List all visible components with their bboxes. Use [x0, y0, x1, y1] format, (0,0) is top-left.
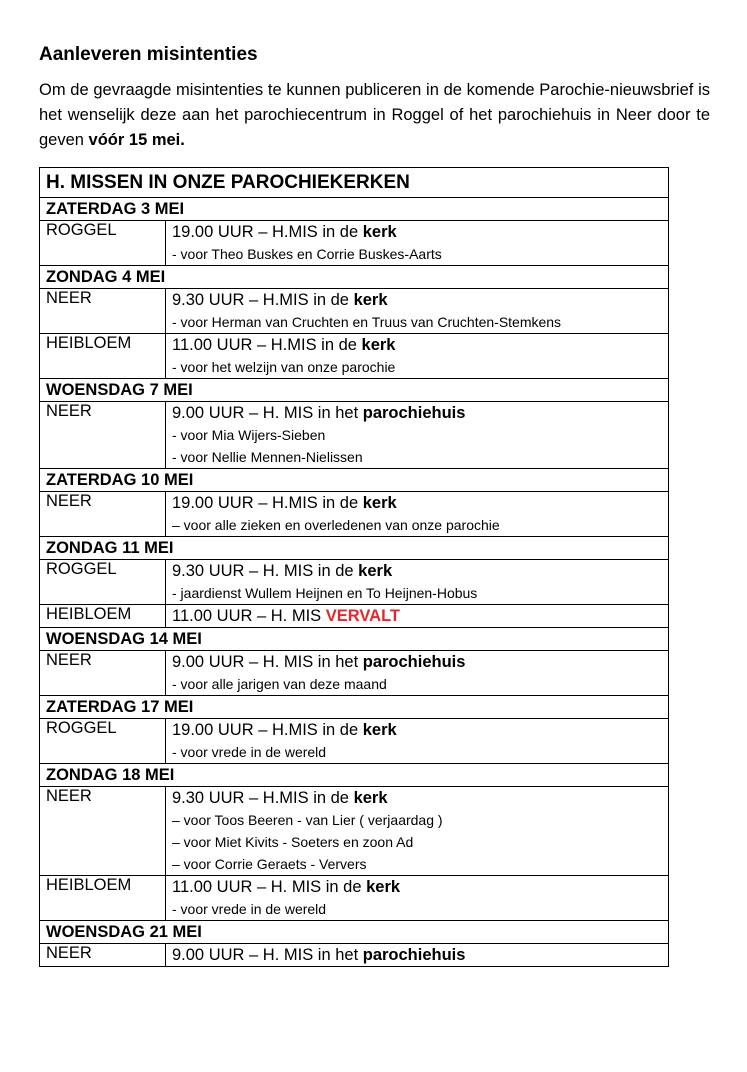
mass-info-cell: [166, 289, 669, 334]
mass-time-line: [172, 289, 662, 311]
intention-line: - voor Herman van Cruchten en Truus van Cruchten-Stemkens: [172, 314, 562, 330]
day-row: [40, 379, 669, 402]
intention-line: - voor alle jarigen van deze maand: [172, 676, 387, 692]
mass-time-line: [172, 605, 662, 627]
mass-info-cell: [166, 492, 669, 537]
mass-time: 9.00 UUR – H. MIS in het: [172, 946, 363, 964]
mass-row: [40, 334, 669, 379]
mass-row: [40, 492, 669, 537]
mass-location: kerk: [362, 223, 397, 241]
table-title-row: [40, 168, 669, 198]
day-row: [40, 764, 669, 787]
mass-info-cell: [166, 560, 669, 605]
day-label: ZONDAG 4 MEI: [40, 266, 669, 289]
day-label: ZATERDAG 17 MEI: [40, 696, 669, 719]
mass-row: [40, 651, 669, 696]
mass-time-line: [172, 651, 662, 673]
mass-location: kerk: [358, 562, 393, 580]
mass-time: 9.30 UUR – H.MIS in de: [172, 789, 354, 807]
mass-row: [40, 560, 669, 605]
mass-row: [40, 719, 669, 764]
mass-row: [40, 221, 669, 266]
mass-time: 19.00 UUR – H.MIS in de: [172, 494, 363, 512]
mass-location: kerk: [362, 494, 397, 512]
mass-info-cell: [166, 221, 669, 266]
mass-time: 11.00 UUR – H.MIS in de: [172, 336, 362, 354]
mass-schedule-table: [39, 167, 669, 967]
mass-location: parochiehuis: [362, 404, 466, 422]
mass-location: kerk: [353, 789, 388, 807]
mass-time-line: [172, 944, 662, 966]
mass-info-cell: [166, 651, 669, 696]
mass-location: parochiehuis: [362, 653, 466, 671]
day-label: ZONDAG 18 MEI: [40, 764, 669, 787]
mass-time: 9.30 UUR – H. MIS in de: [172, 562, 359, 580]
mass-time: 9.00 UUR – H. MIS in het: [172, 653, 363, 671]
table-title: H. MISSEN IN ONZE PAROCHIEKERKEN: [40, 168, 669, 198]
place-cell: HEIBLOEM: [40, 605, 166, 628]
day-row: [40, 198, 669, 221]
mass-info-cell: [166, 876, 669, 921]
intention-line: - voor Theo Buskes en Corrie Buskes-Aarts: [172, 246, 442, 262]
mass-time: 11.00 UUR – H. MIS in de: [172, 878, 367, 896]
deadline-text: vóór 15 mei.: [88, 131, 185, 149]
intention-line: - voor vrede in de wereld: [172, 744, 327, 760]
mass-row: [40, 289, 669, 334]
place-cell: NEER: [40, 492, 166, 537]
day-label: WOENSDAG 7 MEI: [40, 379, 669, 402]
place-cell: ROGGEL: [40, 719, 166, 764]
intention-line: – voor Miet Kivits - Soeters en zoon Ad: [172, 834, 414, 850]
mass-time: 9.30 UUR – H.MIS in de: [172, 291, 354, 309]
intention-line: – voor Corrie Geraets - Ververs: [172, 856, 367, 872]
mass-info-cell: [166, 787, 669, 876]
mass-location: kerk: [366, 878, 401, 896]
mass-time-line: [172, 560, 662, 582]
place-cell: HEIBLOEM: [40, 334, 166, 379]
mass-row: [40, 605, 669, 628]
day-label: ZATERDAG 10 MEI: [40, 469, 669, 492]
mass-time-line: [172, 221, 662, 243]
mass-time-line: [172, 402, 662, 424]
mass-time-line: [172, 492, 662, 514]
intention-line: - jaardienst Wullem Heijnen en To Heijnen-Hobus: [172, 585, 478, 601]
mass-row: [40, 787, 669, 876]
day-row: [40, 696, 669, 719]
intention-line: - voor vrede in de wereld: [172, 901, 327, 917]
mass-time: 11.00 UUR – H. MIS: [172, 607, 326, 625]
place-cell: HEIBLOEM: [40, 876, 166, 921]
intro-text: Om de gevraagde misintenties te kunnen publiceren in de komende Parochie-nieuwsbrief is het wenselijk deze aan het parochiecentrum in Roggel of het parochiehuis in Neer door te geven: [39, 81, 710, 149]
mass-row: [40, 402, 669, 469]
place-cell: NEER: [40, 651, 166, 696]
intention-line: - voor Nellie Mennen-Nielissen: [172, 449, 363, 465]
mass-time: 19.00 UUR – H.MIS in de: [172, 223, 363, 241]
mass-time-line: [172, 787, 662, 809]
day-row: [40, 266, 669, 289]
place-cell: NEER: [40, 944, 166, 967]
mass-time: 9.00 UUR – H. MIS in het: [172, 404, 363, 422]
day-label: ZONDAG 11 MEI: [40, 537, 669, 560]
day-row: [40, 628, 669, 651]
mass-info-cell: [166, 719, 669, 764]
mass-info-cell: [166, 605, 669, 628]
day-label: ZATERDAG 3 MEI: [40, 198, 669, 221]
place-cell: NEER: [40, 787, 166, 876]
mass-info-cell: [166, 402, 669, 469]
day-label: WOENSDAG 14 MEI: [40, 628, 669, 651]
mass-location: kerk: [362, 721, 397, 739]
mass-row: [40, 876, 669, 921]
day-row: [40, 469, 669, 492]
place-cell: NEER: [40, 402, 166, 469]
mass-info-cell: [166, 334, 669, 379]
cancelled-label: VERVALT: [325, 607, 401, 625]
intention-line: - voor Mia Wijers-Sieben: [172, 427, 326, 443]
place-cell: ROGGEL: [40, 560, 166, 605]
section-heading: Aanleveren misintenties: [39, 44, 258, 65]
mass-info-cell: [166, 944, 669, 967]
place-cell: NEER: [40, 289, 166, 334]
place-cell: ROGGEL: [40, 221, 166, 266]
mass-location: kerk: [353, 291, 388, 309]
mass-time-line: [172, 334, 662, 356]
day-label: WOENSDAG 21 MEI: [40, 921, 669, 944]
mass-row: [40, 944, 669, 967]
mass-time: 19.00 UUR – H.MIS in de: [172, 721, 363, 739]
mass-location: parochiehuis: [362, 946, 466, 964]
mass-location: kerk: [361, 336, 396, 354]
intention-line: – voor alle zieken en overledenen van onze parochie: [172, 517, 500, 533]
intention-line: – voor Toos Beeren - van Lier ( verjaardag ): [172, 812, 443, 828]
mass-time-line: [172, 876, 662, 898]
mass-time-line: [172, 719, 662, 741]
intention-line: - voor het welzijn van onze parochie: [172, 359, 396, 375]
intro-paragraph: [39, 78, 710, 153]
day-row: [40, 537, 669, 560]
day-row: [40, 921, 669, 944]
